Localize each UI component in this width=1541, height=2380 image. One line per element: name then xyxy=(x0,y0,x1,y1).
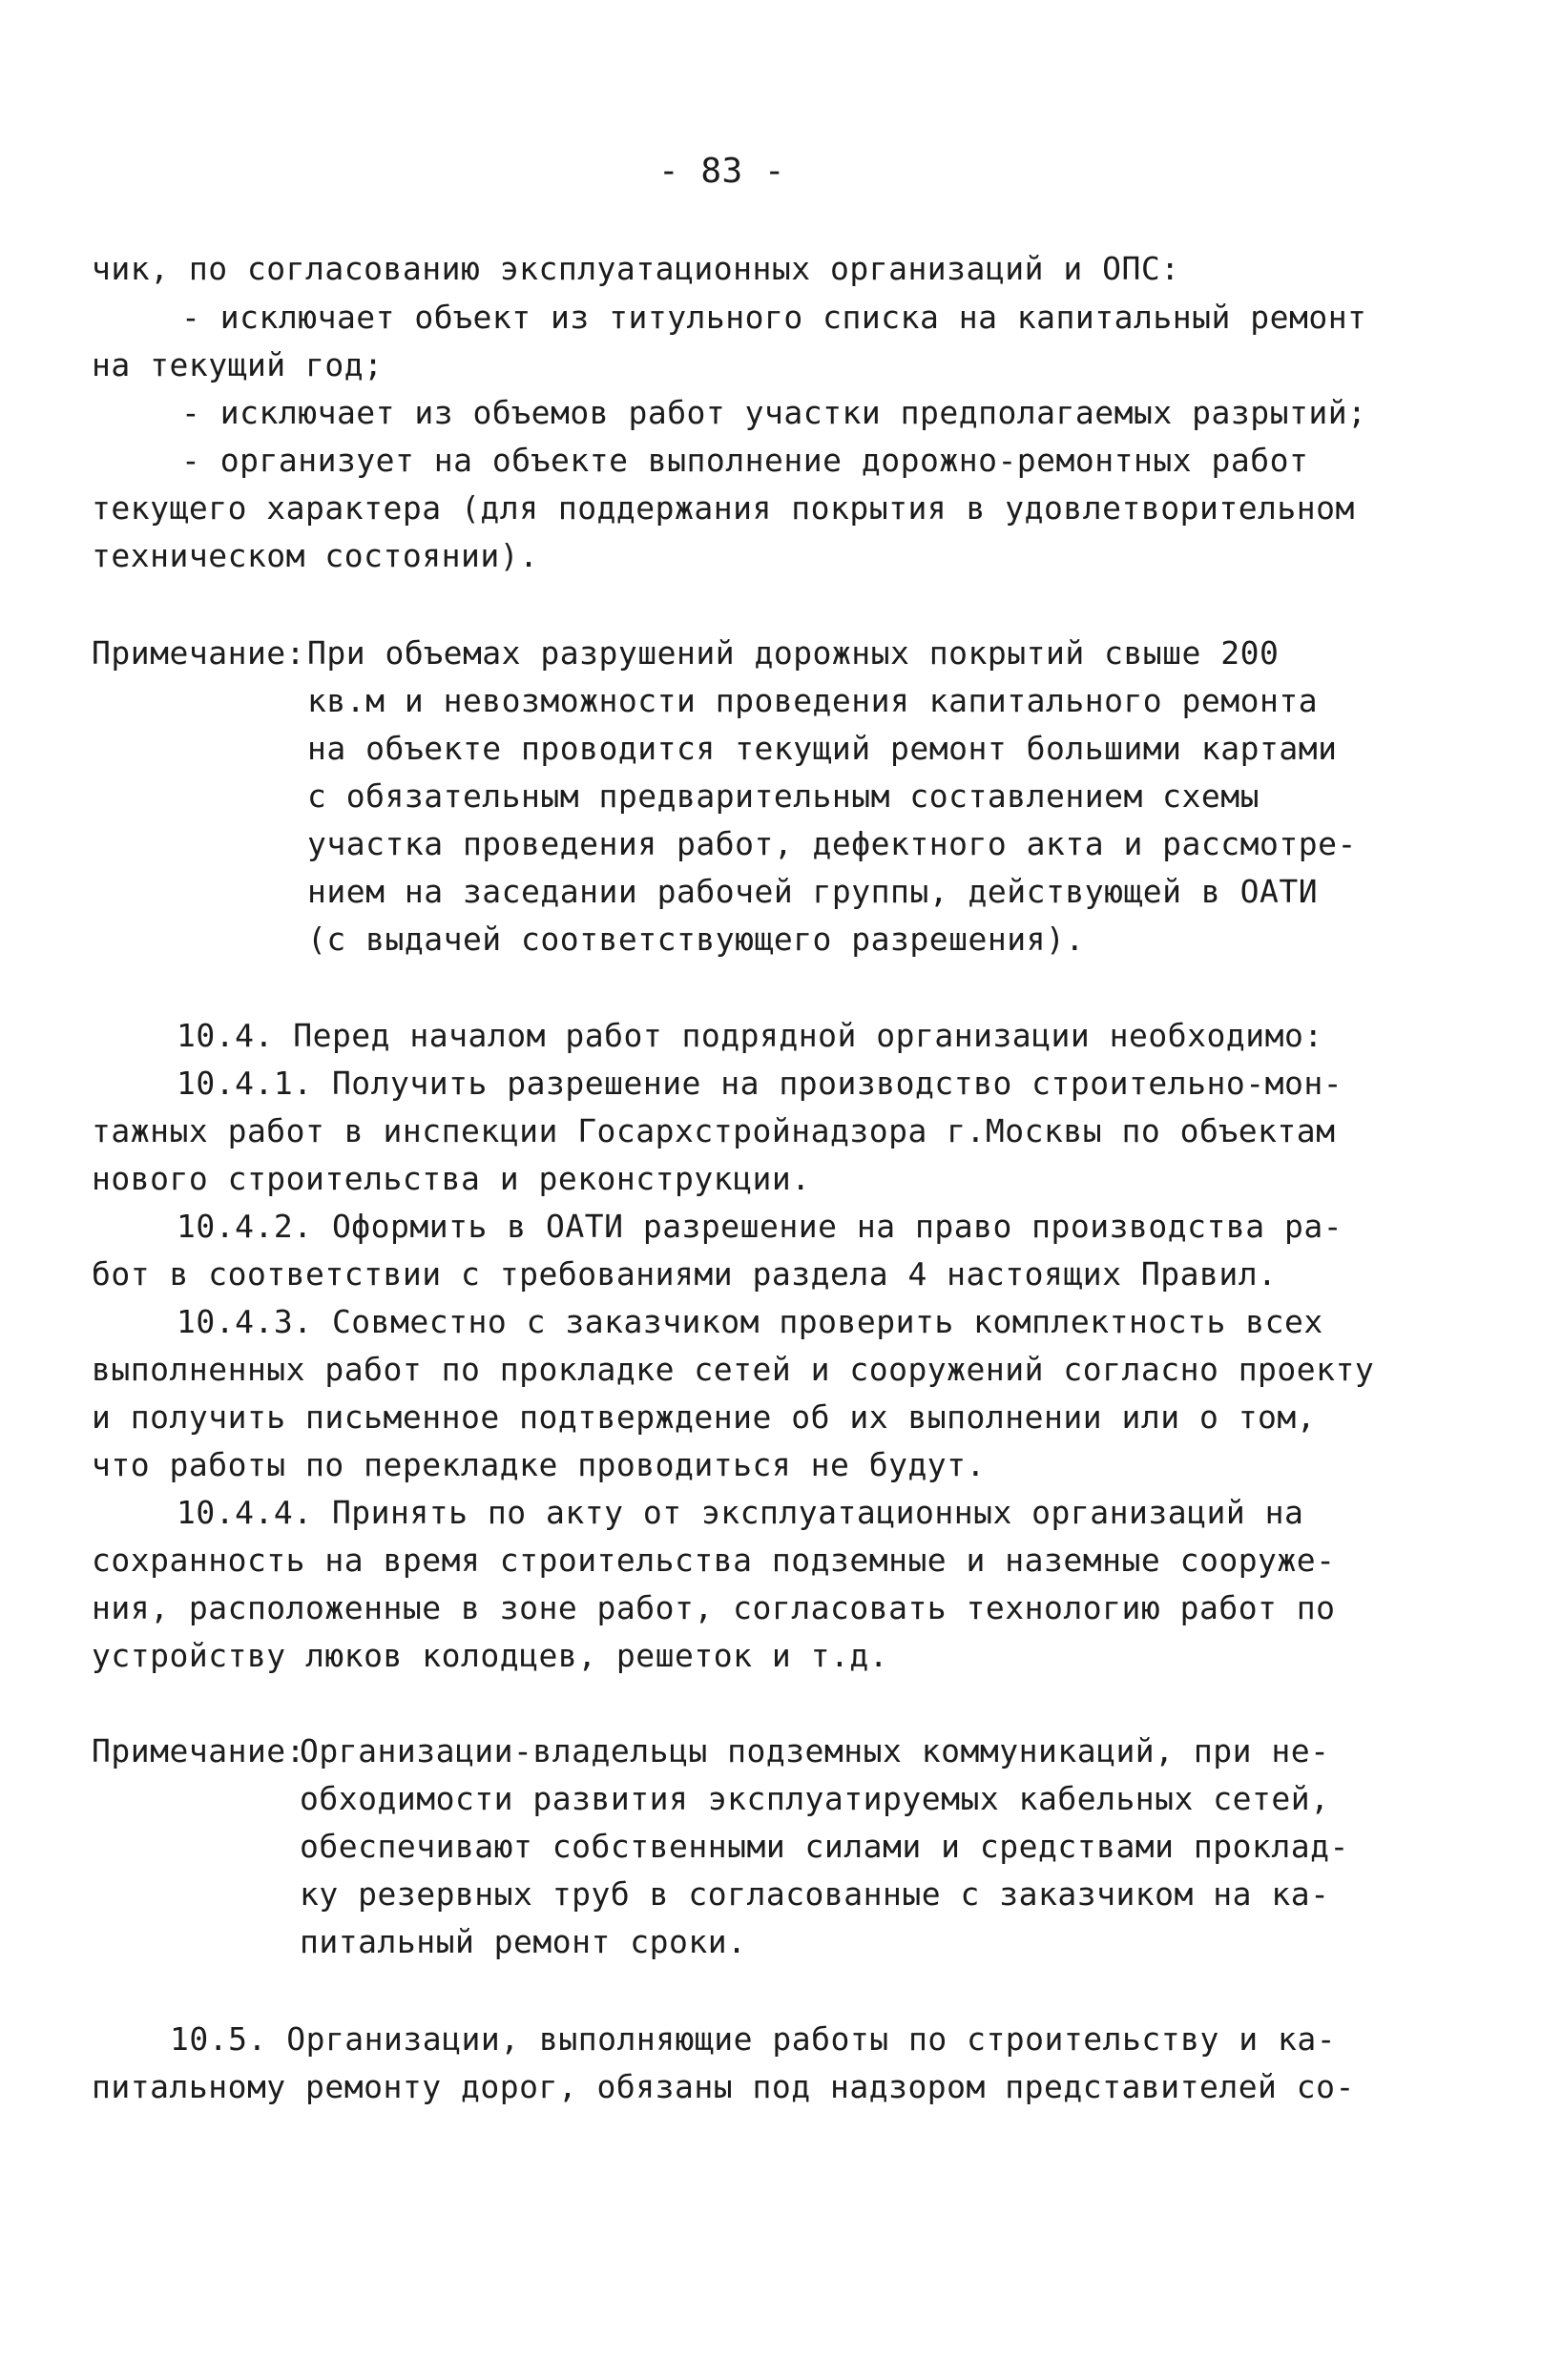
paragraph-line: что работы по перекладке проводиться не будут. xyxy=(92,1446,986,1483)
note-line: обеспечивают собственными силами и средствами проклад- xyxy=(300,1828,1349,1865)
paragraph-line: ния, расположенные в зоне работ, согласовать технологию работ по xyxy=(92,1589,1336,1626)
note-label: Примечание: xyxy=(92,634,306,672)
note-line: кв.м и невозможности проведения капитального ремонта xyxy=(307,682,1319,719)
paragraph-line: бот в соответствии с требованиями раздела 4 настоящих Правил. xyxy=(92,1255,1278,1293)
intro-line: - исключает из объемов работ участки предполагаемых разрытий; xyxy=(181,394,1367,431)
intro-line: чик, по согласованию эксплуатационных организаций и ОПС: xyxy=(92,250,1180,287)
paragraph-line: и получить письменное подтверждение об их выполнении или о том, xyxy=(92,1398,1317,1436)
note-line: нием на заседании рабочей группы, действующей в ОАТИ xyxy=(307,873,1319,910)
note-line: (с выдачей соответствующего разрешения). xyxy=(307,921,1085,958)
paragraph-line: тажных работ в инспекции Госархстройнадзора г.Москвы по объектам xyxy=(92,1112,1336,1149)
paragraph-line: 10.4.2. Оформить в ОАТИ разрешение на право производства ра- xyxy=(177,1208,1343,1245)
section-heading: 10.4. Перед началом работ подрядной организации необходимо: xyxy=(177,1017,1323,1054)
intro-line: - организует на объекте выполнение дорожно-ремонтных работ xyxy=(181,442,1309,479)
note-line: При объемах разрушений дорожных покрытий свыше 200 xyxy=(307,634,1280,672)
page-number: - 83 - xyxy=(658,152,786,191)
note-line: Организации-владельцы подземных коммуникаций, при не- xyxy=(300,1732,1330,1769)
note-label: Примечание: xyxy=(92,1732,306,1769)
paragraph-line: 10.5. Организации, выполняющие работы по строительству и ка- xyxy=(170,2020,1337,2058)
paragraph-line: 10.4.4. Принять по акту от эксплуатационных организаций на xyxy=(177,1494,1304,1531)
note-line: на объекте проводится текущий ремонт большими картами xyxy=(307,730,1338,767)
paragraph-line: выполненных работ по прокладке сетей и сооружений согласно проекту xyxy=(92,1351,1375,1388)
note-line: с обязательным предварительным составлением схемы xyxy=(307,777,1260,815)
intro-line: техническом состоянии). xyxy=(92,537,539,574)
note-line: обходимости развития эксплуатируемых кабельных сетей, xyxy=(300,1780,1330,1817)
note-line: участка проведения работ, дефектного акта и рассмотре- xyxy=(307,825,1357,862)
note-line: ку резервных труб в согласованные с заказчиком на ка- xyxy=(300,1875,1330,1913)
paragraph-line: нового строительства и реконструкции. xyxy=(92,1160,811,1197)
note-line: питальный ремонт сроки. xyxy=(300,1923,747,1960)
intro-line: на текущий год; xyxy=(92,346,384,383)
intro-line: - исключает объект из титульного списка на капитальный ремонт xyxy=(181,299,1367,336)
paragraph-line: устройству люков колодцев, решеток и т.д. xyxy=(92,1637,889,1674)
paragraph-line: сохранность на время строительства подземные и наземные сооруже- xyxy=(92,1542,1336,1579)
paragraph-line: 10.4.1. Получить разрешение на производство строительно-мон- xyxy=(177,1065,1343,1102)
paragraph-line: питальному ремонту дорог, обязаны под надзором представителей со- xyxy=(92,2068,1355,2105)
intro-line: текущего характера (для поддержания покрытия в удовлетворительном xyxy=(92,489,1355,527)
paragraph-line: 10.4.3. Совместно с заказчиком проверить комплектность всех xyxy=(177,1303,1323,1340)
